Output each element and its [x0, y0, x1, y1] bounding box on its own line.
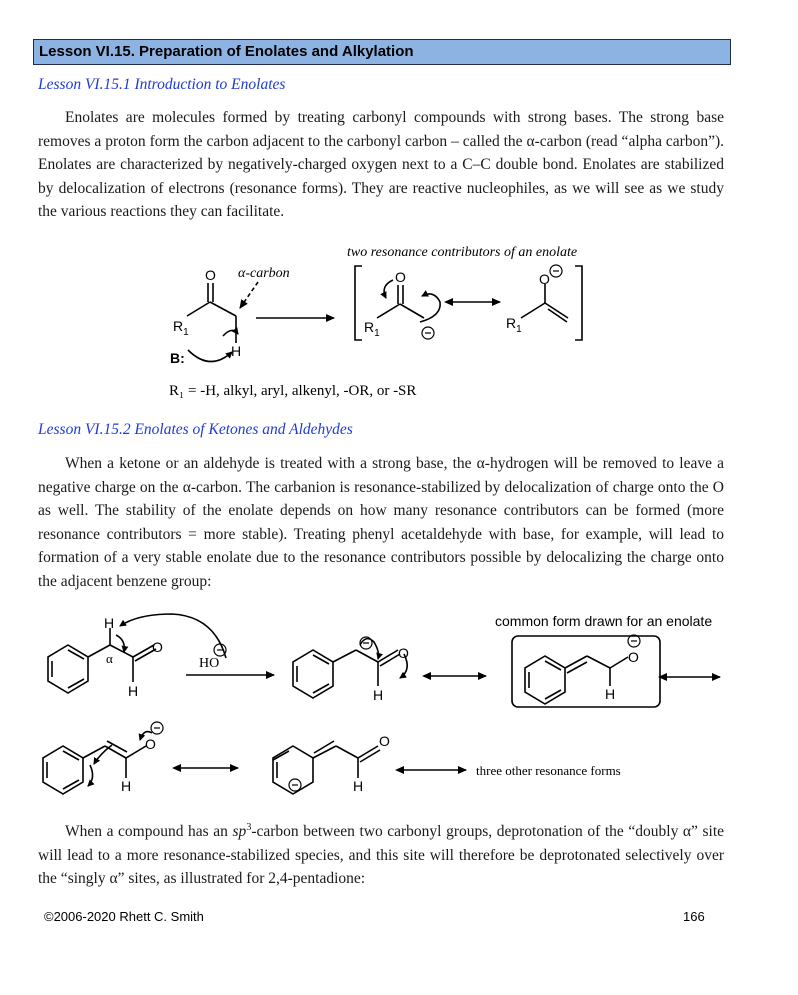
atom-H: H	[373, 687, 384, 703]
hydroxide-label: HO	[199, 656, 220, 671]
atom-O: O	[205, 267, 216, 283]
atom-R1: $R_1$	[173, 318, 189, 338]
lesson-title-bar: Lesson VI.15. Preparation of Enolates and Alkylation	[33, 39, 731, 65]
atom-O: O	[395, 269, 406, 285]
scheme1-carbonyl-compound	[187, 282, 258, 362]
atom-O: O	[379, 733, 390, 749]
sp-superscript: 3	[246, 822, 252, 833]
footer-copyright: ©2006-2020 Rhett C. Smith	[44, 909, 204, 924]
atom-O: O	[145, 736, 156, 752]
section-title-ketones: Lesson VI.15.2 Enolates of Ketones and Aldehydes	[38, 421, 353, 438]
intro-paragraph: Enolates are molecules formed by treating carbonyl compounds with strong bases. The strong base removes a proton form the carbon adjacent to the carbonyl carbon – called the α-carbon (read “alpha carbon”). Enolates are characterized by negatively-charged oxygen next to a C–C double bond. Enolates are stabilized by delocalization of electrons (resonance forms). They are reactive nucleophiles, as we will see as we study the various reactions they can facilitate.	[38, 109, 724, 221]
enolate-common-form	[525, 635, 640, 704]
atom-O: O	[152, 639, 163, 655]
atom-H: H	[104, 615, 115, 631]
r-group-note: R₁ = -H, alkyl, aryl, alkenyl, -OR, or -SR	[169, 383, 417, 399]
atom-H: H	[128, 683, 139, 699]
base-B: B:	[170, 350, 185, 366]
atom-H: H	[353, 778, 364, 794]
footer-page-number: 166	[683, 909, 705, 924]
atom-H: H	[231, 343, 242, 359]
closing-text-start: When a compound has an	[65, 823, 233, 841]
alpha-label: α	[106, 651, 113, 666]
closing-text-rest: -carbon between two carbonyl groups, deprotonation of the “doubly α” site will lead to a more resonance-stabilized species, and this site will therefore be deprotonated selectively over the “singly α” sites, as illustrated for 2,4-pentadione:	[38, 823, 724, 888]
common-form-box	[512, 636, 660, 707]
atom-O: O	[398, 645, 409, 661]
enolate-ring-carbanion	[273, 741, 380, 794]
atom-H: H	[121, 778, 132, 794]
enolate-carbanion	[293, 637, 407, 698]
atom-O: O	[628, 649, 639, 665]
ketones-paragraph: When a ketone or an aldehyde is treated with a strong base, the α-hydrogen will be removed to leave a negative charge on the α-carbon. The carbanion is resonance-stabilized by delocalization of charge onto the O as well. The stability of the enolate depends on how many resonance contributors can be formed (more resonance contributors = more stable). Treating phenyl acetaldehyde with base, for example, will lead to formation of a very stable enolate due to the resonance contributors possible by delocalizing the charge onto the adjacent benzene group:	[38, 455, 724, 590]
enolate-ring-push	[43, 722, 163, 794]
common-form-caption: common form drawn for an enolate	[495, 613, 713, 629]
other-forms-caption: three other resonance forms	[476, 763, 621, 778]
section-title-intro: Lesson VI.15.1 Introduction to Enolates	[38, 76, 286, 93]
atom-R1: $R_1$	[506, 315, 522, 335]
enolate-carbanion-form	[377, 280, 440, 339]
alpha-carbon-label: α-carbon	[238, 266, 290, 281]
atom-R1: $R_1$	[364, 319, 380, 339]
phenyl-acetaldehyde	[48, 614, 226, 693]
resonance-caption: two resonance contributors of an enolate	[347, 245, 578, 260]
sp-italic: sp	[232, 823, 247, 841]
atom-H: H	[605, 686, 616, 702]
closing-paragraph	[38, 816, 724, 891]
atom-O: O	[539, 271, 550, 287]
